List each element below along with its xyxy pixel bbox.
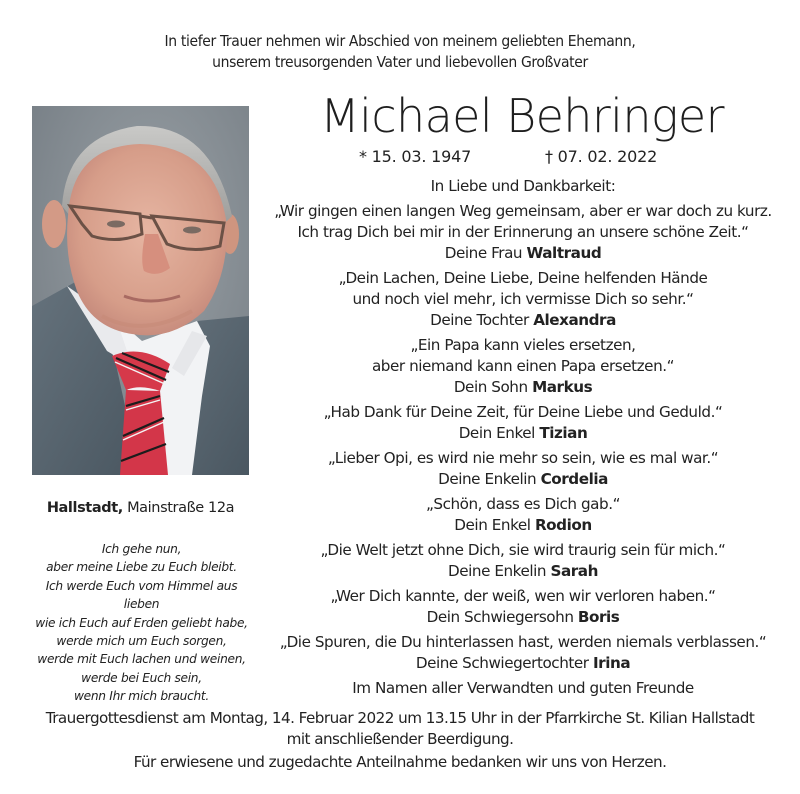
service-line-1: Trauergottesdienst am Montag, 14. Februar 2022 um 13.15 Uhr in der Pfarrkirche St. Kilian Hallstadt bbox=[45, 709, 755, 727]
tributes bbox=[256, 176, 790, 699]
tribute-boris bbox=[256, 586, 790, 628]
tribute-signature bbox=[256, 243, 790, 264]
address-city: Hallstadt, bbox=[46, 500, 123, 516]
death-date: † 07. 02. 2022 bbox=[545, 147, 658, 166]
tribute-quote: „Hab Dank für Deine Zeit, für Deine Liebe und Geduld.“ bbox=[323, 403, 723, 421]
poem bbox=[30, 540, 253, 706]
tribute-name: Waltraud bbox=[526, 244, 602, 262]
tribute-cordelia bbox=[256, 448, 790, 490]
tribute-relation: Deine Enkelin bbox=[448, 562, 547, 580]
tribute-irina bbox=[256, 632, 790, 674]
poem-line: wenn Ihr mich braucht. bbox=[74, 689, 209, 704]
tribute-name: Alexandra bbox=[533, 311, 616, 329]
tribute-quote: „Die Spuren, die Du hinterlassen hast, werden niemals verblassen.“ bbox=[279, 633, 767, 651]
portrait-photo-icon bbox=[32, 106, 249, 475]
tribute-name: Markus bbox=[532, 378, 593, 396]
thanks-note: Für erwiesene und zugedachte Anteilnahme bedanken wir uns von Herzen. bbox=[133, 753, 667, 771]
tribute-name: Rodion bbox=[534, 516, 592, 534]
intro-line-1: In tiefer Trauer nehmen wir Abschied von meinem geliebten Ehemann, bbox=[164, 32, 636, 50]
tribute-quote: „Schön, dass es Dich gab.“ bbox=[425, 495, 621, 513]
tribute-quote: „Wir gingen einen langen Weg gemeinsam, aber er war doch zu kurz. bbox=[274, 202, 772, 220]
tribute-name: Cordelia bbox=[540, 470, 608, 488]
funeral-service-info bbox=[20, 708, 780, 750]
tribute-quote: und noch viel mehr, ich vermisse Dich so sehr.“ bbox=[352, 290, 694, 308]
tribute-relation: Dein Sohn bbox=[453, 378, 528, 396]
tribute-markus bbox=[256, 335, 790, 398]
tributes-lead: In Liebe und Dankbarkeit: bbox=[430, 177, 616, 195]
portrait-photo bbox=[32, 106, 249, 475]
tribute-name: Tizian bbox=[539, 424, 588, 442]
tribute-signature bbox=[256, 377, 790, 398]
tribute-quote: „Lieber Opi, es wird nie mehr so sein, wie es mal war.“ bbox=[327, 449, 719, 467]
tribute-quote: „Wer Dich kannte, der weiß, wen wir verloren haben.“ bbox=[330, 587, 716, 605]
tribute-relation: Deine Tochter bbox=[430, 311, 529, 329]
poem-line: Ich gehe nun, bbox=[101, 542, 182, 556]
tribute-signature bbox=[256, 561, 790, 582]
intro-line-2: unserem treusorgenden Vater und liebevollen Großvater bbox=[212, 53, 588, 71]
poem-line: werde mich um Euch sorgen, bbox=[56, 634, 227, 649]
tribute-signature bbox=[256, 515, 790, 536]
tribute-relation: Deine Frau bbox=[444, 244, 523, 262]
poem-line: wie ich Euch auf Erden geliebt habe, bbox=[35, 615, 248, 630]
tribute-name: Sarah bbox=[550, 562, 598, 580]
tribute-quote: „Dein Lachen, Deine Liebe, Deine helfenden Hände bbox=[338, 269, 708, 287]
intro-text bbox=[60, 31, 740, 73]
address-street: Mainstraße 12a bbox=[127, 500, 235, 516]
tribute-sarah bbox=[256, 540, 790, 582]
birth-date: * 15. 03. 1947 bbox=[359, 147, 472, 166]
tribute-signature bbox=[256, 653, 790, 674]
poem-line: werde mit Euch lachen und weinen, bbox=[37, 652, 246, 667]
poem-line: aber meine Liebe zu Euch bleibt. bbox=[46, 560, 237, 575]
tribute-quote: „Ein Papa kann vieles ersetzen, bbox=[410, 336, 636, 354]
tribute-signature bbox=[256, 607, 790, 628]
tribute-relation: Deine Enkelin bbox=[438, 470, 537, 488]
tribute-waltraud bbox=[256, 201, 790, 264]
tribute-relation: Dein Schwiegersohn bbox=[426, 608, 574, 626]
tribute-quote: aber niemand kann einen Papa ersetzen.“ bbox=[371, 357, 675, 375]
poem-line: werde bei Euch sein, bbox=[81, 670, 202, 685]
tribute-tizian bbox=[256, 402, 790, 444]
poem-line: Ich werde Euch vom Himmel aus lieben bbox=[45, 578, 238, 612]
tribute-quote: „Die Welt jetzt ohne Dich, sie wird traurig sein für mich.“ bbox=[320, 541, 726, 559]
tribute-signature bbox=[256, 469, 790, 490]
tributes-closing: Im Namen aller Verwandten und guten Freunde bbox=[352, 679, 694, 697]
address bbox=[32, 498, 249, 518]
deceased-name: Michael Behringer bbox=[320, 89, 724, 143]
tribute-relation: Deine Schwiegertochter bbox=[415, 654, 589, 672]
tribute-quote: Ich trag Dich bei mir in der Erinnerung an unsere schöne Zeit.“ bbox=[297, 223, 749, 241]
tribute-rodion bbox=[256, 494, 790, 536]
service-line-2: mit anschließender Beerdigung. bbox=[286, 730, 514, 748]
tribute-name: Irina bbox=[592, 654, 631, 672]
tribute-signature bbox=[256, 310, 790, 331]
tribute-signature bbox=[256, 423, 790, 444]
tribute-alexandra bbox=[256, 268, 790, 331]
tribute-name: Boris bbox=[577, 608, 620, 626]
tribute-relation: Dein Enkel bbox=[454, 516, 531, 534]
tribute-relation: Dein Enkel bbox=[458, 424, 535, 442]
